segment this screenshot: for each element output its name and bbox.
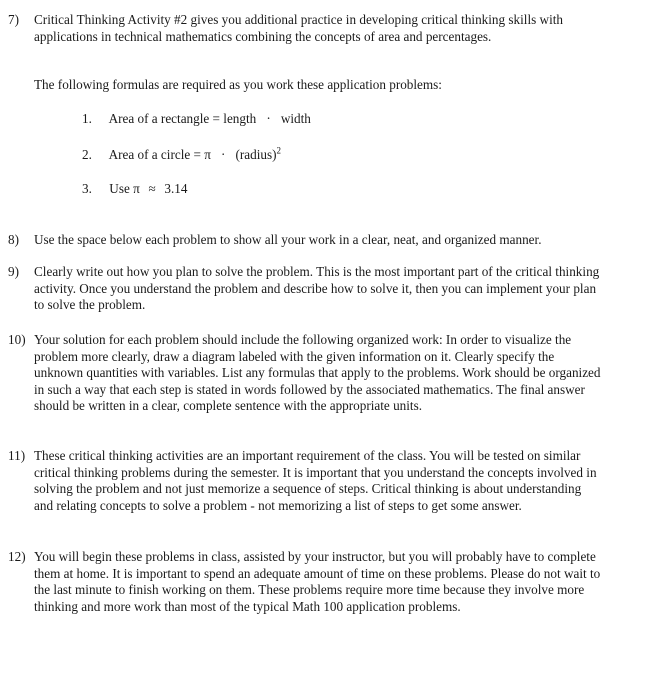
item-number: 8) [8, 232, 19, 247]
item-number: 12) [8, 549, 26, 564]
list-item-11 [8, 448, 603, 514]
list-item-8 [8, 232, 603, 249]
formula-label: Area of a circle = [108, 147, 201, 162]
formula-label: Area of a rectangle = [108, 111, 220, 126]
item-number: 9) [8, 264, 19, 279]
formula-number: 2. [82, 147, 92, 162]
formula-term: 3.14 [164, 181, 188, 196]
list-item-10 [8, 332, 603, 415]
item-number: 10) [8, 332, 26, 347]
formula-term: length [223, 111, 257, 126]
item-text: You will begin these problems in class, assisted by your instructor, but you will probably have to complete them at home. It is important to spend an adequate amount of time on these problems. Please do not wait to the last minute to finish working on them. These problems require more time because they involve more thinking and more work than most of the typical Math 100 application problems. [34, 549, 601, 614]
list-item-7 [8, 12, 603, 45]
item-number: 11) [8, 448, 26, 463]
formula-term: (radius) [235, 147, 277, 162]
formula-number: 3. [82, 181, 92, 196]
formula-label: Use [109, 181, 130, 196]
item-text: Clearly write out how you plan to solve the problem. This is the most important part of the critical thinking activity. Once you understand the problem and describe how to solve it, then you can implement your plan to solve the problem. [34, 264, 600, 312]
item-text: Use the space below each problem to show all your work in a clear, neat, and organized manner. [34, 232, 542, 247]
formula-circle [82, 147, 281, 164]
list-item-9 [8, 264, 603, 314]
formulas-intro: The following formulas are required as you work these application problems: [34, 77, 442, 92]
formula-rectangle [82, 111, 311, 128]
formula-term: π [204, 147, 211, 162]
formula-operator: · [221, 147, 226, 162]
item-text: These critical thinking activities are an important requirement of the class. You will be tested on similar critical thinking problems during the semester. It is important that you understand the concepts involved in solving the problem and not just memorize a sequence of steps. Critical thinking is about understanding and relating concepts to solve a problem - not memorizing a list of steps to get some answer. [34, 448, 597, 513]
formula-pi [82, 181, 187, 198]
formula-operator: ≈ [148, 181, 156, 196]
item-number: 7) [8, 12, 19, 27]
list-item-12 [8, 549, 603, 615]
formula-number: 1. [82, 111, 92, 126]
formula-term: π [133, 181, 140, 196]
formula-exponent: 2 [276, 145, 282, 156]
formula-term: width [280, 111, 311, 126]
item-text: Critical Thinking Activity #2 gives you additional practice in developing critical thinking skills with applications in technical mathematics combining the concepts of area and percentages. [34, 12, 563, 44]
formula-operator: · [266, 111, 271, 126]
item-text: Your solution for each problem should include the following organized work: In order to visualize the problem more clearly, draw a diagram labeled with the given information on it. Clearly specify the unknown quantities with variables. List any formulas that apply to the problems. Work should be organized in such a way that each step is stated in words followed by the associated mathematics. The final answer should be written in a clear, complete sentence with the appropriate units. [34, 332, 601, 413]
